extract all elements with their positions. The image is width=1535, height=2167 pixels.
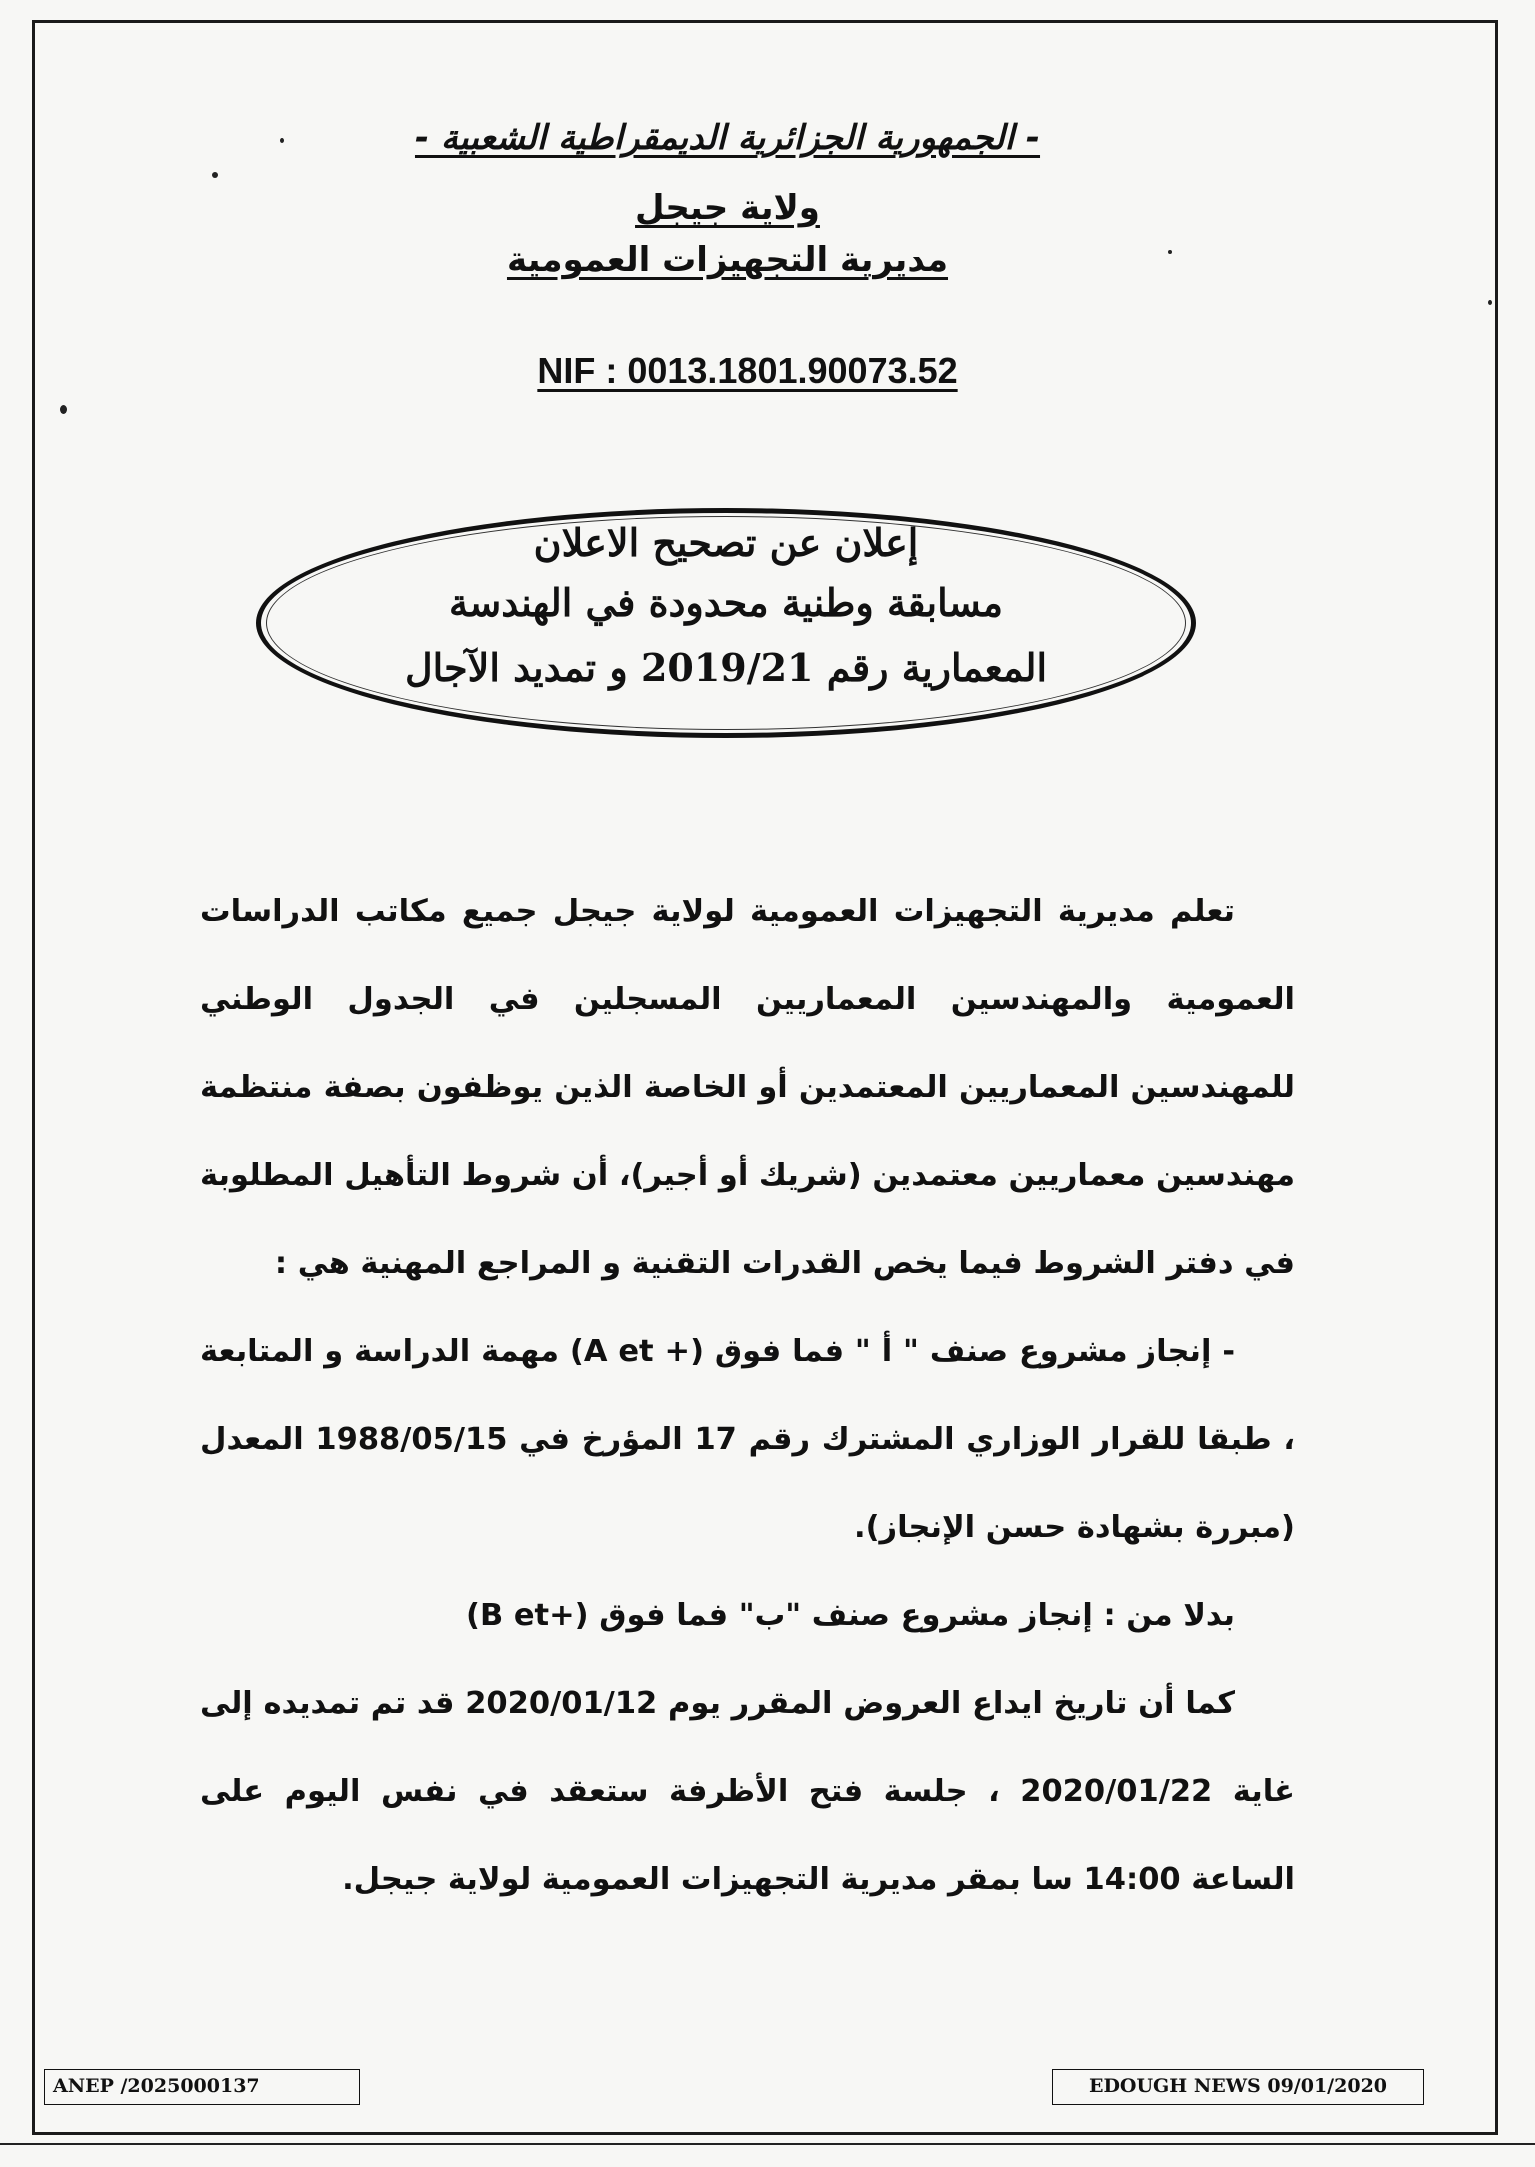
title-line-1: إعلان عن تصحيح الاعلان — [533, 520, 919, 565]
scan-speck — [1168, 250, 1172, 254]
nif-number: NIF : 0013.1801.90073.52 — [537, 350, 958, 391]
body-paragraph-3: بدلا من : إنجاز مشروع صنف "ب" فما فوق (+B et) — [466, 1598, 1235, 1633]
announcement-body — [200, 868, 1295, 1924]
wilaya-heading: ولاية جيجل — [635, 188, 820, 228]
scan-speck — [212, 172, 218, 178]
title-line-3: المعمارية رقم 2019/21 و تمديد الآجال — [404, 645, 1048, 690]
body-paragraph-1: تعلم مديرية التجهيزات العمومية لولاية جيجل جميع مكاتب الدراسات العمومية والمهندسين المعماريين المسجلين في الجدول الوطني للمهندسين المعماريين المعتمدين أو الخاصة الذين يوظفون بصفة منتظمة مهندسين معماريين معتمدين (شريك أو أجير)، أن شروط التأهيل المطلوبة في دفتر الشروط فيما يخص القدرات التقنية و المراجع المهنية هي : — [200, 894, 1295, 1281]
scan-speck — [60, 405, 67, 414]
body-paragraph-2: - إنجاز مشروع صنف " أ " فما فوق (+ A et) مهمة الدراسة و المتابعة ، طبقا للقرار الوزاري المشترك رقم 17 المؤرخ في 1988/05/15 المعدل (مبررة بشهادة حسن الإنجاز). — [200, 1334, 1295, 1545]
republic-heading: - الجمهورية الجزائرية الديمقراطية الشعبية - — [414, 118, 1041, 158]
title-line-2: مسابقة وطنية محدودة في الهندسة — [449, 580, 1003, 625]
scan-speck — [1488, 300, 1492, 305]
directorate-heading: مديرية التجهيزات العمومية — [506, 240, 949, 280]
anep-reference-box: ANEP /2025000137 — [44, 2069, 360, 2105]
bottom-rule — [0, 2143, 1535, 2145]
scan-speck — [280, 138, 284, 143]
newspaper-reference-box: EDOUGH NEWS 09/01/2020 — [1052, 2069, 1424, 2105]
body-paragraph-4: كما أن تاريخ ايداع العروض المقرر يوم 2020/01/12 قد تم تمديده إلى غاية 2020/01/22 ، جلسة فتح الأظرفة ستعقد في نفس اليوم على الساعة 14:00 سا بمقر مديرية التجهيزات العمومية لولاية جيجل. — [200, 1686, 1296, 1897]
